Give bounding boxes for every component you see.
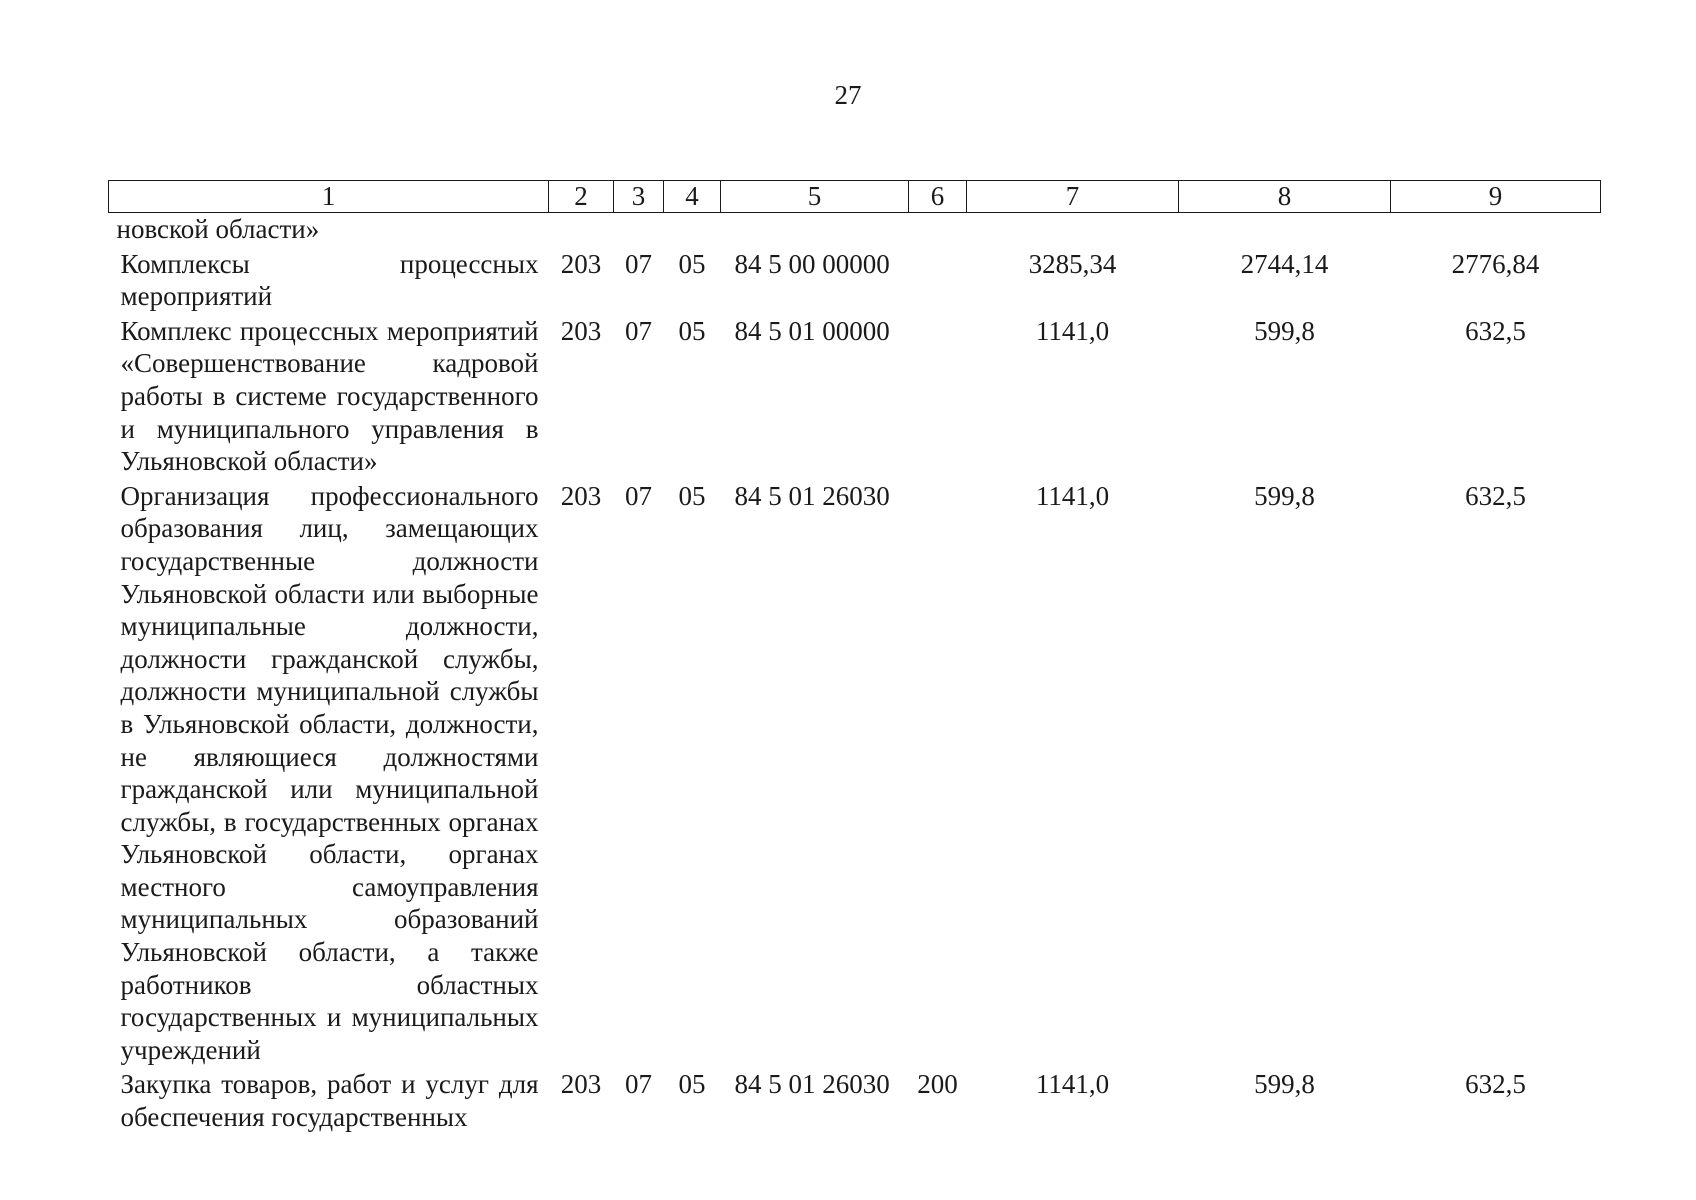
column-header-6: 6: [909, 181, 967, 213]
cell-c8: 2744,14: [1240, 248, 1329, 279]
column-header-9: 9: [1391, 181, 1601, 213]
cell-c3: [614, 213, 664, 246]
table-row: [109, 246, 1601, 313]
row-name: Комплексы процессных мероприятий: [120, 248, 539, 312]
cell-c9: 2776,84: [1451, 248, 1540, 279]
cell-c4: 05: [678, 480, 706, 511]
row-name: новской области»: [116, 214, 320, 244]
cell-c2: 203: [560, 480, 602, 511]
column-header-5: 5: [721, 181, 909, 213]
column-header-1: 1: [109, 181, 549, 213]
cell-c9: [1391, 213, 1601, 246]
cell-c5: 84 5 01 26030: [734, 480, 890, 511]
cell-c2: [549, 213, 614, 246]
column-header-8: 8: [1179, 181, 1391, 213]
budget-table: [108, 180, 1600, 1134]
cell-c6: [909, 478, 967, 1067]
column-header-3: 3: [614, 181, 664, 213]
header-row: [109, 181, 1601, 213]
table-row: [109, 1066, 1601, 1133]
cell-c5: [721, 213, 909, 246]
table-row: [109, 313, 1601, 478]
cell-c9: 632,5: [1465, 315, 1526, 346]
cell-c4: 05: [678, 315, 706, 346]
column-header-7: 7: [967, 181, 1179, 213]
cell-c9: 632,5: [1465, 1069, 1526, 1100]
cell-c3: 07: [625, 315, 652, 346]
table-row: [109, 478, 1601, 1067]
cell-c5: 84 5 01 00000: [734, 315, 890, 346]
cell-c4: [664, 213, 721, 246]
cell-c8: 599,8: [1254, 1069, 1315, 1100]
cell-c3: 07: [625, 1069, 652, 1100]
row-name: Комплекс процессных мероприятий «Совершенствование кадровой работы в системе государственного и муниципального управления в Ульяновской области»: [120, 315, 539, 477]
cell-c8: [1179, 213, 1391, 246]
cell-c3: 07: [625, 480, 652, 511]
row-name: Организация профессионального образования лиц, замещающих государственные должности Ульяновской области или выборные муниципальные должности, должности гражданской службы, должности муниципальной службы в Ульяновской области, должности, не являющиеся должностями гражданской или муниципальной службы, в государственных органах Ульяновской области, органах местного самоуправления муниципальных образований Ульяновской области, а также работников областных государственных и муниципальных учреждений: [120, 480, 539, 1065]
cell-c6: 200: [917, 1069, 958, 1100]
cell-c7: 3285,34: [1028, 248, 1117, 279]
cell-c3: 07: [625, 248, 652, 279]
cell-c5: 84 5 01 26030: [734, 1069, 890, 1100]
cell-c8: 599,8: [1254, 480, 1315, 511]
cell-c7: [967, 213, 1179, 246]
cell-c5: 84 5 00 00000: [734, 248, 890, 279]
row-name: Закупка товаров, работ и услуг для обеспечения государственных: [120, 1069, 539, 1133]
column-header-4: 4: [664, 181, 721, 213]
cell-c4: 05: [678, 1069, 706, 1100]
table-row: [109, 213, 1601, 246]
cell-c6: [909, 313, 967, 478]
cell-c6: [909, 246, 967, 313]
cell-c8: 599,8: [1254, 315, 1315, 346]
cell-c6: [909, 213, 967, 246]
cell-c2: 203: [560, 248, 602, 279]
cell-c7: 1141,0: [1035, 315, 1110, 346]
cell-c7: 1141,0: [1035, 480, 1110, 511]
cell-c7: 1141,0: [1035, 1069, 1110, 1100]
cell-c2: 203: [560, 1069, 602, 1100]
cell-c2: 203: [560, 315, 602, 346]
cell-c4: 05: [678, 248, 706, 279]
cell-c9: 632,5: [1465, 480, 1526, 511]
page-number: 27: [834, 80, 862, 110]
column-header-2: 2: [549, 181, 614, 213]
